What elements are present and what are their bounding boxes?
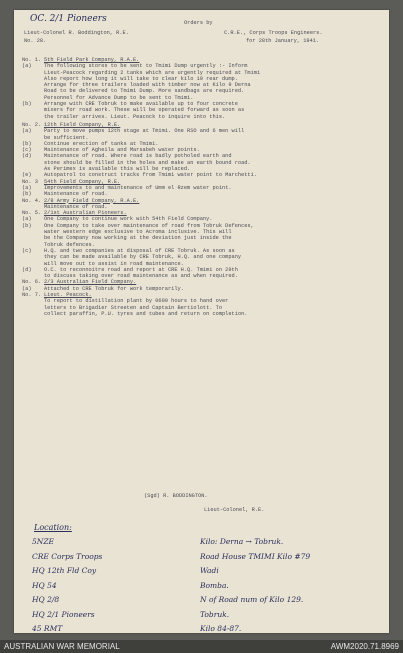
order-number: No. 5. <box>22 210 42 217</box>
location-row <box>32 610 382 619</box>
handwritten-top-annotation: OC. 2/1 Pioneers <box>30 14 107 24</box>
order-heading: 5th Field Park Company, R.A.E. <box>44 57 140 63</box>
signature-rank: Lieut-Colonel, R.E. <box>204 507 265 513</box>
header-order-number: No. 28. <box>24 38 47 44</box>
order-text: As Perimex is available this will be replaced. <box>44 166 191 173</box>
order-text: letters to Brigadier Streeten and Captain Bertiolott. To <box>44 304 223 311</box>
order-number: (d) <box>22 153 32 160</box>
location-unit: HQ 12th Fld Coy <box>32 566 97 575</box>
order-text: Tobruk defences. <box>44 241 95 248</box>
order-text: water western edge exclusive to Acroma inclusive. This will <box>44 229 232 236</box>
header-title: Orders by <box>184 20 213 26</box>
header-unit: C.R.E., Corps Troops Engineers. <box>224 30 323 36</box>
order-text: Maintenance of road. <box>44 191 108 198</box>
order-number: (b) <box>22 140 32 147</box>
order-text: Also report how long it will take to clear kilo 19 rear dump. <box>44 75 238 82</box>
order-number: No. 2. <box>22 121 42 128</box>
order-text: will move out to assist in road maintenance. <box>44 260 184 267</box>
location-place: Wadi <box>200 566 219 575</box>
order-number: (c) <box>22 147 32 154</box>
location-place: Kilo: Derna → Tobruk. <box>200 537 284 546</box>
order-heading: 2/1st Australian Pioneers. <box>44 210 127 217</box>
order-heading: 2/3 Australian Field Company. <box>44 279 137 286</box>
order-line <box>22 114 384 120</box>
location-row <box>32 595 382 604</box>
order-number: (b) <box>22 191 32 198</box>
location-row <box>32 552 382 561</box>
location-place: Bomba. <box>200 580 229 590</box>
signature-name: (Sgd) R. BODDINGTON. <box>144 493 208 499</box>
order-number: No. 7. <box>22 291 42 298</box>
order-number: (b) <box>22 101 32 108</box>
order-number: (c) <box>22 247 32 254</box>
order-heading: 12th Field Company, R.E. <box>44 121 121 128</box>
order-text: Continue erection of tanks at Tmimi. <box>44 140 159 147</box>
order-text: Autopatrol to construct tracks from Tmimi water point to Marchetti. <box>44 172 257 179</box>
order-text: H.Q. and two companies at disposal of CRE Tobruk. As soon as <box>44 247 235 254</box>
document-page <box>14 10 389 633</box>
order-text: Attached to CRE Tobruk for work temporarily. <box>44 285 184 292</box>
order-text: to discuss taking over road maintenance as and when required. <box>44 273 238 280</box>
order-text: be the Company now working at the deviation just inside the <box>44 235 232 242</box>
orders-body <box>22 57 384 317</box>
order-text: Party to move pumps 12th stage at Tmimi. One RSO and 6 men will <box>44 128 245 135</box>
order-number: No. 4. <box>22 197 42 204</box>
order-text: Maintenance of road. <box>44 203 108 210</box>
footer-institution: AUSTRALIAN WAR MEMORIAL <box>4 642 120 651</box>
order-text: O.C. to reconnoitre road and report at CRE H.Q. Tmimi on 29th <box>44 266 238 273</box>
location-row <box>32 537 382 546</box>
location-unit: CRE Corps Troops <box>32 551 103 561</box>
location-place: Tobruk. <box>200 609 230 619</box>
order-heading: 2/8 Army Field Company, R.A.E. <box>44 197 140 204</box>
order-number: (a) <box>22 285 32 292</box>
order-number: (b) <box>22 222 32 229</box>
order-number: (a) <box>22 128 32 135</box>
order-text: Arrange with CRE Tobruk to make available up to four concrete <box>44 101 238 108</box>
order-text: To report to distillation plant by 0600 hours to hand over <box>44 298 229 305</box>
location-place: N of Road num of Kilo 129. <box>200 595 304 604</box>
order-number: (a) <box>22 63 32 70</box>
location-unit: 45 RMT <box>32 624 63 633</box>
order-text: be sufficient. <box>44 134 89 141</box>
order-number: (a) <box>22 184 32 191</box>
order-text: Lieut-Peacock regarding 2 tanks which are urgently required at Tmimi <box>44 69 261 76</box>
location-unit: 5NZE <box>32 537 55 546</box>
order-number: No. 3 <box>22 178 38 185</box>
order-line <box>22 311 384 317</box>
order-text: One Company to continue work with 54th Field Company. <box>44 216 213 223</box>
order-text: they can be made available by CRE Tobruk, H.Q. and one company <box>44 254 242 261</box>
order-text: the trailer arrives. Lieut. Peacock to inquire into this. <box>44 113 226 120</box>
order-text: Personnel for Advance Dump to be sent to Tmimi. <box>44 94 194 101</box>
location-row <box>32 566 382 575</box>
location-place: Kilo 84-87. <box>200 624 242 633</box>
header-author: Lieut-Colonel R. Boddington, R.E. <box>24 30 129 36</box>
location-row <box>32 624 382 633</box>
order-number: (e) <box>22 172 32 179</box>
archive-footer <box>0 640 403 653</box>
location-unit: HQ 54 <box>32 580 57 590</box>
order-number: No. 6. <box>22 279 42 286</box>
handwritten-location-heading: Location: <box>34 523 72 532</box>
order-number: (a) <box>22 216 32 223</box>
order-text: One Company to take over maintenance of road from Tobruk Defences, <box>44 222 254 229</box>
footer-accession-number: AWM2020.71.8969 <box>330 642 399 651</box>
order-number: No. 1. <box>22 57 42 63</box>
order-text: Arrange for three trailers loaded with timber now at Kilo 9 Derna <box>44 82 251 89</box>
order-text: Maintenance of Agheila and Marsabeh water points. <box>44 147 200 154</box>
order-text: The following stores to be sent to Tmimi Dump urgently :- Inform <box>44 63 248 70</box>
order-number <box>22 114 44 120</box>
location-place: Road House TMIMI Kilo #79 <box>200 551 311 561</box>
order-number: (d) <box>22 266 32 273</box>
order-heading: Lieut. Peacock. <box>44 291 92 298</box>
order-text: Road to be delivered to Tmimi Dump. More sandbags are required. <box>44 88 245 95</box>
order-text: Maintenance of road. Where road is badly potholed earth and <box>44 153 232 160</box>
order-text: stone should be filled in the holes and make an earth bound road. <box>44 159 251 166</box>
header-date: for 28th January, 1941. <box>246 38 320 44</box>
order-heading: 54th Field Company, R.E. <box>44 178 121 185</box>
location-unit: HQ 2/8 <box>32 595 60 604</box>
order-text: collect paraffin, P.U. tyres and tubes and return on completion. <box>44 310 248 317</box>
order-text: mixers for road work. These will be operated forward as soon as <box>44 107 245 114</box>
order-number <box>22 311 44 317</box>
location-row <box>32 581 382 590</box>
order-text: Improvements to and maintenance of Umm el Rzem water point. <box>44 184 232 191</box>
location-unit: HQ 2/1 Pioneers <box>32 609 95 619</box>
